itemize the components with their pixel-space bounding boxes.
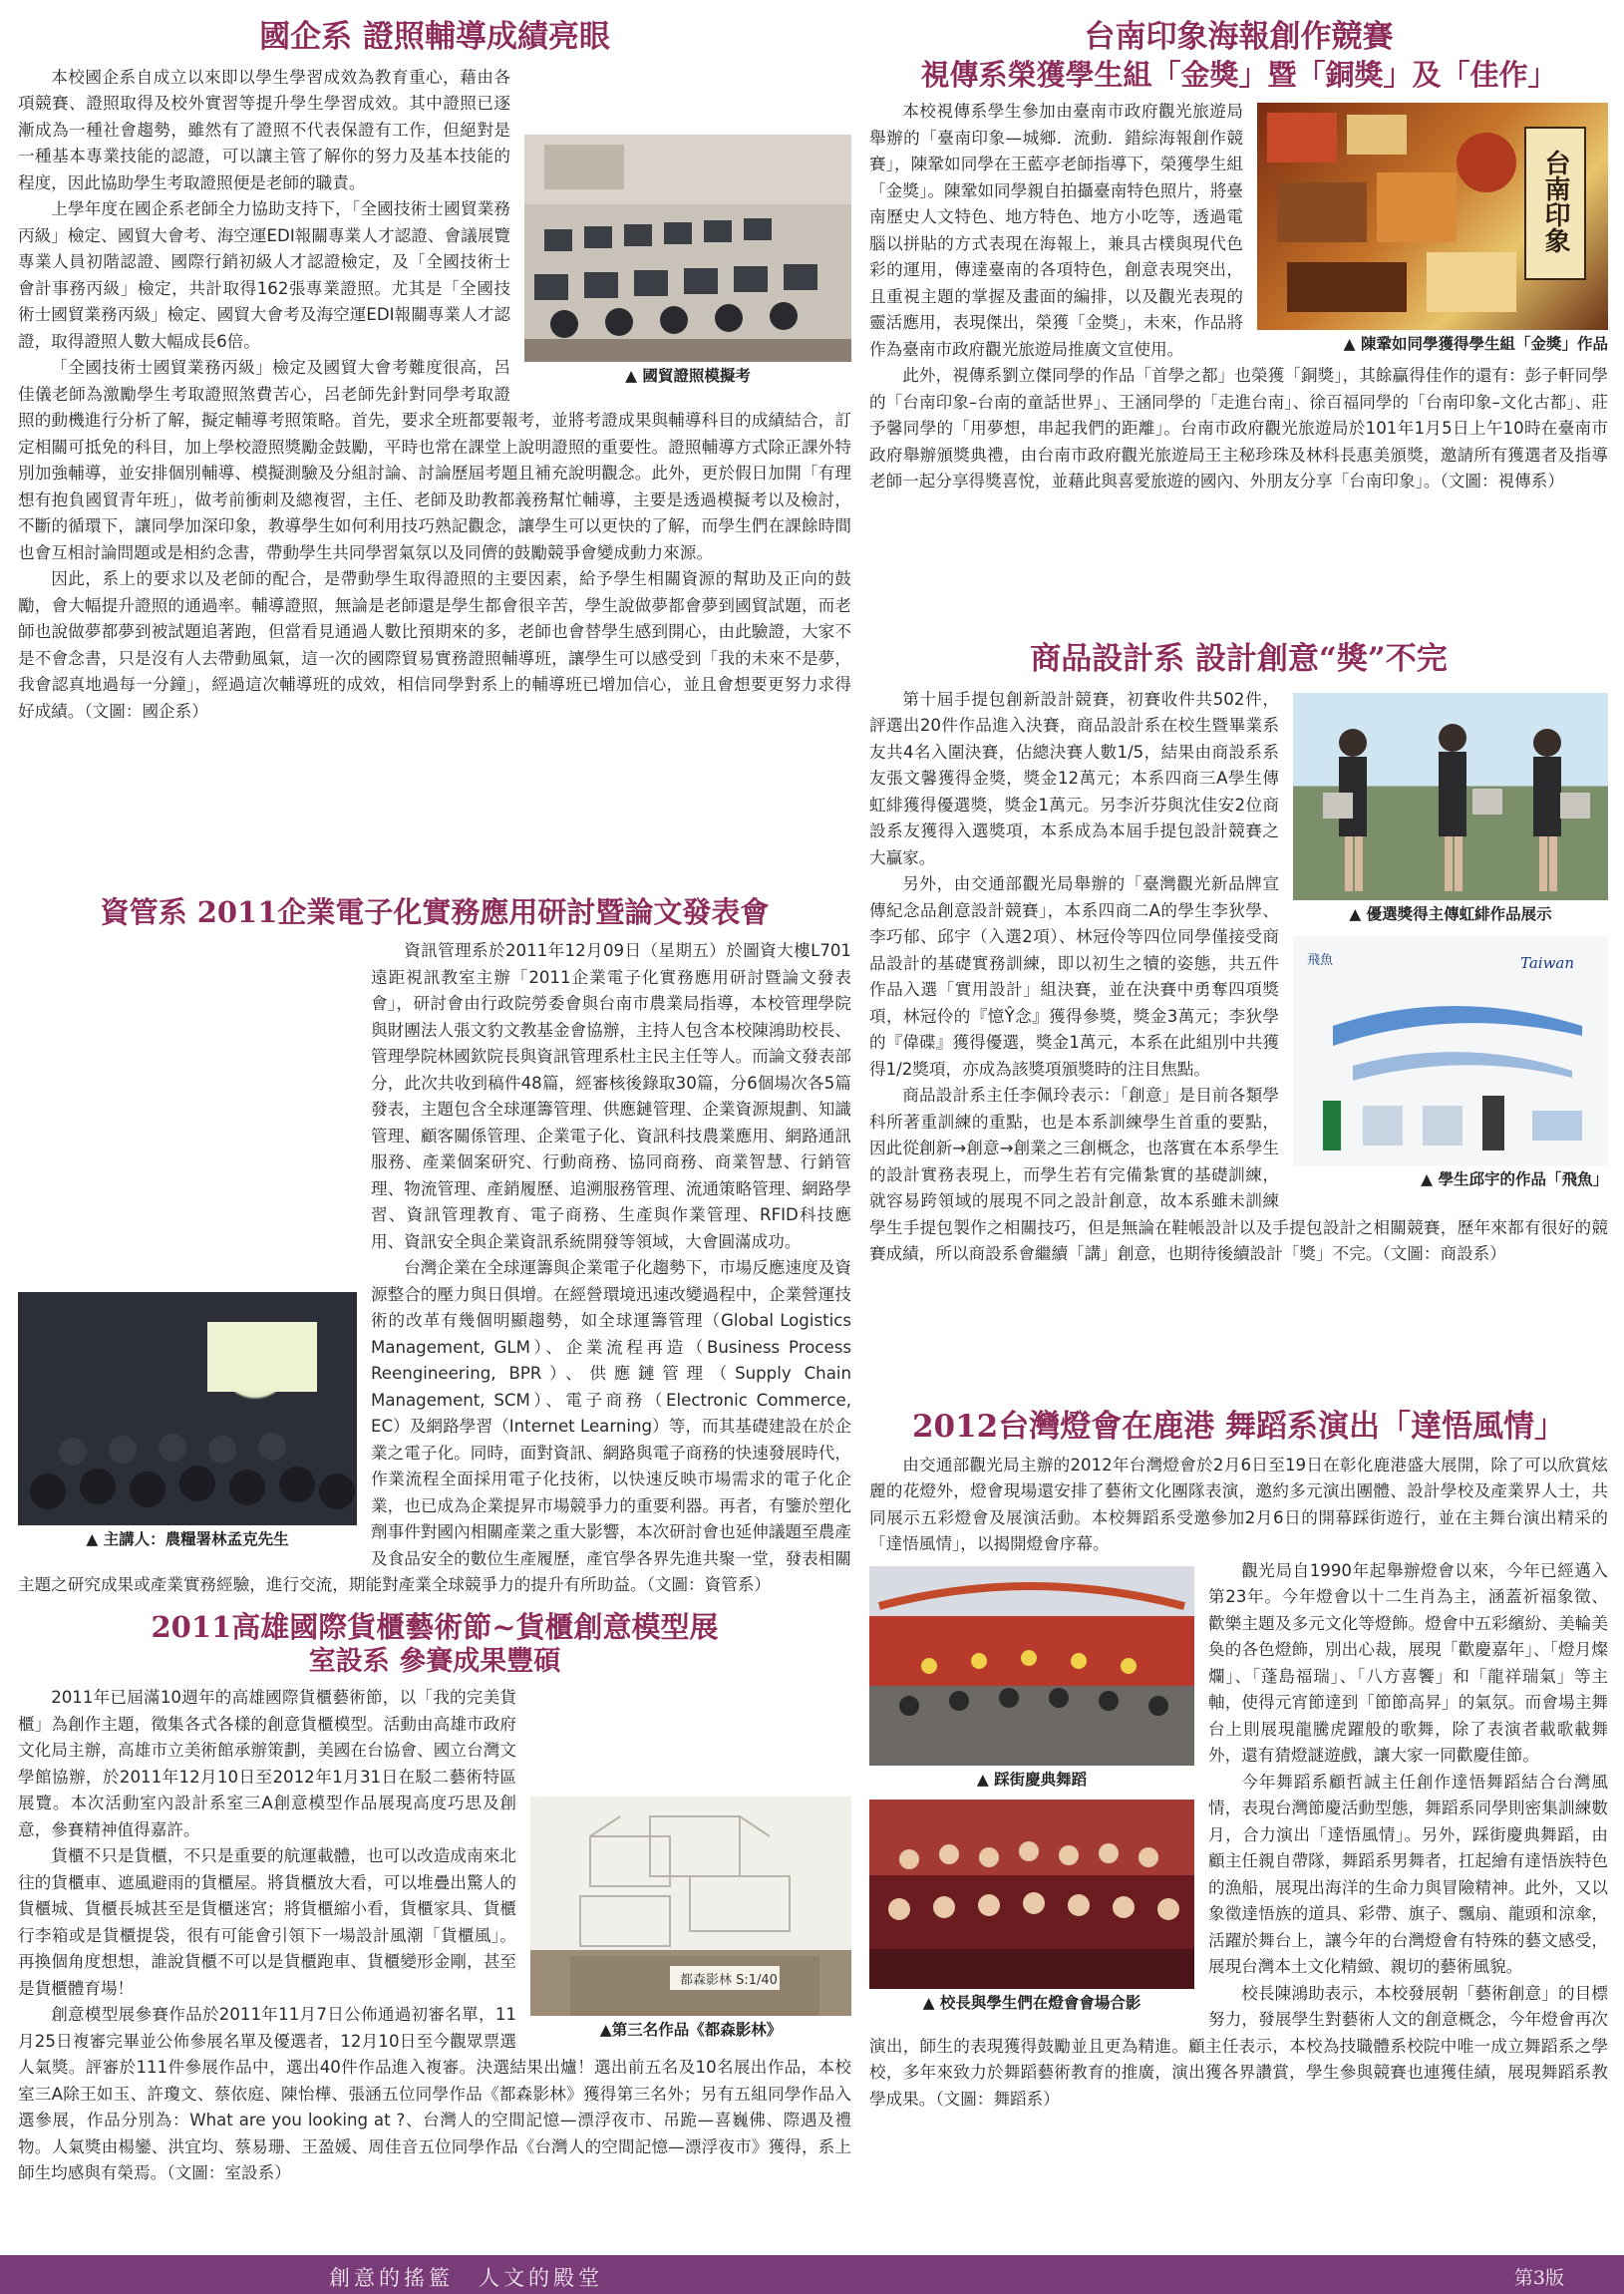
product-label-text: 飛魚	[1307, 952, 1334, 968]
paragraph: 本校國企系自成立以來即以學生學習成效為教育重心，藉由各項競賽、證照取得及校外實習等提升學生學習成效。其中證照已逐漸成為一種社會趨勢，雖然有了證照不代表保證有工作，但絕對是一種基本專業技能的認證，可以讓主管了解你的努力及基本技能的程度，因此協助學生考取證照便是老師的職責。	[18, 67, 510, 192]
paragraph: 台灣企業在全球運籌與企業電子化趨勢下，市場反應速度及資源整合的壓力與日俱增。在經營環境迅速改變過程中，企業營運技術的改革有幾個明顯趨勢，如全球運籌管理（Global Logistics Management, GLM）、企業流程再造（Business Process Reengineering, BPR）、供應鏈管理（Supply Chain Management, SCM）、電子商務（Electronic Commerce, EC）及網路學習（Internet Learning）等，而其基礎建設在於企業之電子化。同時，面對資訊、網路與電子商務的快速發展時代，作業流程全面採用電子化技術，以快速反映市場需求的電子化企業，也已成為企業提昇市場競爭力的重要利器。再者，有鑒於塑化劑事件對國內相關產業之重大影響，本次研討會也延伸議題至農產及食品安全的數位生產履歷，產官學各界先進共聚一堂，發表相關主題之研究成果或產業實務經驗，進行交流，期能對產業全球競爭力的提升有所助益。（文圖：資管系）	[18, 1258, 851, 1595]
article-title: 商品設計系 設計創意“獎”不完	[1030, 641, 1448, 677]
photo-block	[530, 1797, 851, 2040]
photo-caption: ▲ 陳鞏如同學獲得學生組「金獎」作品	[1343, 335, 1608, 353]
models-illustration	[1293, 693, 1608, 900]
handbag-models-photo	[1293, 693, 1608, 900]
exam-room-photo	[524, 135, 851, 362]
article-title: 台南印象海報創作競賽	[1084, 19, 1394, 55]
paragraph: 因此，系上的要求以及老師的配合，是帶動學生取得證照的主要因素，給予學生相關資源的幫助及正向的鼓勵，會大幅提升證照的通過率。輔導證照，無論是老師還是學生都會很辛苦，學生說做夢都會夢到國貿試題，而老師也說做夢都夢到被試題追著跑，但當看見通過人數比預期來的多，老師也會替學生感到開心，由此驗證，大家不是不會念書，只是沒有人去帶動風氣，這一次的國際貿易實務證照輔導班，讓學生可以感受到「我的未來不是夢，我會認真地過每一分鐘」，經過這次輔導班的成效，相信同學對系上的輔導班已增加信心，並且會想要更努力求得好成績。（文圖：國企系）	[18, 569, 851, 721]
seminar-photo	[18, 1292, 357, 1525]
group-illustration	[869, 1800, 1194, 1989]
paragraph: 觀光局自1990年起舉辦燈會以來，今年已經邁入第23年。今年燈會以十二生肖為主，涵蓋祈福象徵、歡樂主題及多元文化等燈飾。燈會中五彩繽紛、美輪美奐的各色燈飾，別出心裁，展現「歡慶嘉年」、「燈月燦爛」、「蓬島福瑞」、「八方喜饗」和「龍祥瑞氣」等主軸，使得元宵節達到「節節高昇」的氣氛。而會場主舞台上則展現龍騰虎躍般的歌舞，除了表演者載歌載舞外，還有猜燈謎遊戲，讓大家一同歡慶佳節。	[1208, 1560, 1608, 1766]
article-title: 2012台灣燈會在鹿港 舞蹈系演出「達悟風情」	[911, 1409, 1566, 1445]
model-illustration	[530, 1797, 851, 2016]
parade-illustration	[869, 1566, 1194, 1766]
photo-caption: ▲第三名作品《都森影林》	[599, 2021, 783, 2039]
paragraph: 上學年度在國企系老師全力協助支持下，「全國技術士國貿業務丙級」檢定、國貿大會考、海空運EDI報關專業人才認證、會議展覽專業人員初階認證、國際行銷初級人才認證檢定，及「全國技術士會計事務丙級」檢定，共計取得162張專業證照。尤其是「全國技術士國貿業務丙級」檢定、國貿大會考及海空運EDI報關專業人才認證，取得證照人數大幅成長6倍。	[18, 199, 510, 351]
footer-motto: 創意的搖籃 人文的殿堂	[329, 2266, 603, 2290]
article-info-mgmt	[18, 894, 851, 1599]
photo-block	[18, 1292, 357, 1549]
paragraph: 資訊管理系於2011年12月09日（星期五）於圖資大樓L701遠距視訊教室主辦「2011企業電子化實務應用研討暨論文發表會」，研討會由行政院勞委會與台南市農業局指導，本校管理學院與財團法人張文豹文教基金會協辦，主持人包含本校陳鴻助校長、管理學院林國欽院長與資訊管理系杜主民主任等人。而論文發表部分，此次共收到稿件48篇，經審核後錄取30篇，分6個場次各5篇發表，主題包含全球運籌管理、供應鏈管理、企業資源規劃、知識管理、顧客關係管理、企業電子化、資訊科技農業應用、網路通訊服務、產業個案研究、行動商務、協同商務、商業智慧、行銷管理、物流管理、產銷履歷、追溯服務管理、流通策略管理、網路學習、資訊管理教育、電子商務、生產與作業管理、RFID科技應用、資訊安全與企業資訊系統開發等領域，大會圓滿成功。	[371, 941, 851, 1251]
seminar-illustration	[18, 1292, 357, 1525]
poster-title-block	[1524, 127, 1586, 280]
article-title: 資管系 2011企業電子化實務應用研討暨論文發表會	[100, 895, 770, 929]
model-sign-text: 都森影林 S:1/40	[680, 1973, 778, 1988]
photo-caption: ▲ 踩街慶典舞蹈	[976, 1770, 1088, 1789]
group-photo	[869, 1800, 1194, 1989]
paragraph: 2011年已屆滿10週年的高雄國際貨櫃藝術節，以「我的完美貨櫃」為創作主題，徵集各式各樣的創意貨櫃模型。活動由高雄市政府文化局主辦，高雄市立美術館承辦策劃，美國在台協會、國立台灣文學館協辦，於2011年12月10日至2012年1月31日在駁二藝術特區展覽。本次活動室內設計系室三A創意模型作品展現高度巧思及創意，參賽精神值得嘉許。	[18, 1688, 516, 1839]
article-poster-contest	[869, 18, 1608, 495]
photo-block	[1293, 693, 1608, 1189]
article-lantern-festival	[869, 1408, 1608, 2113]
article-product-design	[869, 640, 1608, 1268]
photo-block	[1257, 103, 1608, 354]
product-illustration	[1293, 936, 1608, 1165]
page-number: 第3版	[1513, 2267, 1564, 2289]
paragraph: 第十屆手提包創新設計競賽，初賽收件共502件，評選出20件作品進入決賽，商品設計系在校生暨畢業系友共4名入圍決賽，佔總決賽人數1/5，結果由商設系系友張文馨獲得金獎，獎金12萬元；本系四商三A學生傳虹緋獲得優選獎，獎金1萬元。另李沂芬與沈佳安2位商設系友獲得入選獎項，本系成為本屆手提包設計競賽之大贏家。	[869, 689, 1279, 867]
poster-photo	[1257, 103, 1608, 330]
photo-caption: ▲ 學生邱宇的作品「飛魚」	[1421, 1169, 1608, 1188]
paragraph: 此外，視傳系劉立傑同學的作品「首學之都」也榮獲「銅獎」，其餘贏得佳作的還有：彭子軒同學的「台南印象–台南的童話世界」、王涵同學的「走進台南」、徐百福同學的「台南印象–文化古都」、莊予馨同學的「用夢想，串起我們的距離」。台南市政府觀光旅遊局於101年1月5日上午10時在臺南市政府舉辦頒獎典禮，由台南市政府觀光旅遊局王主秘珍珠及林科長惠美頒獎，邀請所有獲選者及指導老師一起分享得獎喜悅，並藉此與喜愛旅遊的國內、外朋友分享「台南印象」。（文圖：視傳系）	[869, 366, 1608, 491]
paragraph: 創意模型展參賽作品於2011年11月7日公佈通過初審名單，11月25日複審完畢並公佈參展名單及優選者，12月10日至今觀眾票選人氣獎。評審於111件參展作品中，選出40件作品進入複審。決選結果出爐！選出前五名及10名展出作品，本校室三A除王如玉、許瓊文、蔡依庭、陳怡樺、張涵五位同學作品《都森影林》獲得第三名外；另有五組同學作品入選參展，作品分別為：What are you looking at ?、台灣人的空間記憶—漂浮夜市、吊跪—喜巍佛、際遇及禮物。人氣獎由楊鑾、洪宜均、蔡易珊、王盈媛、周佳音五位同學作品《台灣人的空間記憶—漂浮夜市》獲得，系上師生均感與有榮焉。（文圖：室設系）	[18, 2005, 851, 2182]
page-footer	[0, 2255, 1624, 2294]
parade-photo	[869, 1566, 1194, 1766]
photo-block	[524, 135, 851, 386]
paragraph: 由交通部觀光局主辦的2012年台灣燈會於2月6日至19日在彰化鹿港盛大展開，除了可以欣賞炫麗的花燈外，燈會現場還安排了藝術文化團隊表演，邀約多元演出團體、設計學校及產業界人士，共同展示五彩燈會及展演活動。本校舞蹈系受邀參加2月6日的開幕踩街遊行，並在主舞台演出精采的「達悟風情」，以揭開燈會序幕。	[869, 1455, 1608, 1554]
photo-block	[869, 1566, 1194, 2013]
article-subtitle: 室設系 參賽成果豐碩	[308, 1646, 561, 1678]
photo-caption: ▲ 優選獎得主傳虹緋作品展示	[1349, 904, 1552, 923]
container-model-photo	[530, 1797, 851, 2016]
photo-caption: ▲ 主講人：農糧署林孟克先生	[86, 1530, 289, 1549]
article-intl-trade	[18, 18, 851, 725]
article-title: 2011高雄國際貨櫃藝術節~貨櫃創意模型展	[151, 1610, 719, 1644]
paragraph: 貨櫃不只是貨櫃，不只是重要的航運載體，也可以改造成南來北往的貨櫃車、遮風避雨的貨櫃屋。將貨櫃放大看，可以堆疊出驚人的貨櫃城、貨櫃長城甚至是貨櫃迷宮；將貨櫃縮小看，貨櫃家具、貨櫃行李箱或是貨櫃提袋，很有可能會引領下一場設計風潮「貨櫃風」。再換個角度想想，誰說貨櫃不可以是貨櫃跑車、貨櫃變形金剛，甚至是貨櫃體育場！	[18, 1846, 516, 1998]
paragraph: 「全國技術士國貿業務丙級」檢定及國貿大會考難度很高，呂佳儀老師為激勵學生考取證照煞費苦心，呂老師先針對同學考取證照的動機進行分析了解，擬定輔導考照策略。首先，要求全班都要報考，並將考證成果與輔導科目的成績結合，訂定相關可抵免的科目，加上學校證照獎勵金鼓勵，平時也常在課堂上說明證照的重要性。證照輔導方式除正課外特別加強輔導，並安排個別輔導、模擬測驗及分組討論、討論歷屆考題且補充說明觀念。此外，更於假日加開「有理想有抱負國貿青年班」，做考前衝刺及總複習，主任、老師及助教都義務幫忙輔導，主要是透過模擬考以及檢討，不斷的循環下，讓同學加深印象，教導學生如何利用技巧熟記觀念，讓學生可以更快的了解，而學生們在課餘時間也會互相討論問題或是相約念書，帶動學生共同學習氣氛以及同儕的鼓勵競爭會變成動力來源。	[18, 358, 851, 562]
paragraph: 本校視傳系學生參加由臺南市政府觀光旅遊局舉辦的「臺南印象—城鄉．流動．錯綜海報創作競賽」，陳鞏如同學在王藍亭老師指導下，榮獲學生組「金獎」。陳鞏如同學親自拍攝臺南特色照片，將臺南歷史人文特色、地方特色、地方小吃等，透過電腦以拼貼的方式表現在海報上，兼具古樸與現代色彩的運用，傳達臺南的各項特色，創意表現突出，且重視主題的掌握及畫面的編排，以及觀光表現的靈活應用，表現傑出，榮獲「金獎」，未來，作品將作為臺南市政府觀光旅遊局推廣文宣使用。	[869, 102, 1243, 359]
computer-lab-illustration	[524, 135, 851, 362]
paragraph: 今年舞蹈系顧哲誠主任創作達悟舞蹈結合台灣風情，表現台灣節慶活動型態，舞蹈系同學則密集訓練數月，合力演出「達悟風情」。另外，踩街慶典舞蹈，由顧主任親自帶隊，舞蹈系男舞者，扛起繪有達悟族特色的漁船，展現出海洋的生命力與冒險精神。此外，又以象徵達悟族的道具、彩帶、旗子、飄扇、龍頭和涼傘，活躍於舞台上，讓今年的台灣燈會有特殊的藝文感受，展現台灣本土文化精緻、親切的藝術風貌。	[1208, 1772, 1608, 1977]
poster-title-text: 台南印象	[1540, 150, 1570, 253]
flying-fish-product-photo	[1293, 936, 1608, 1165]
photo-caption: ▲ 校長與學生們在燈會會場合影	[922, 1993, 1141, 2012]
article-interior	[18, 1609, 851, 2187]
photo-caption: ▲ 國貿證照模擬考	[625, 366, 751, 385]
paragraph: 商品設計系主任李佩玲表示：「創意」是目前各類學科所著重訓練的重點，也是本系訓練學生首重的要點，因此從創新→創意→創業之三創概念，也落實在本系學生的設計實務表現上，而學生若有完備紮實的基礎訓練，就容易跨領域的展現不同之設計創意，故本系雖未訓練學生手提包製作之相關技巧，但是無論在鞋帳設計以及手提包設計之相關競賽，歷年來都有很好的競賽成績，所以商設系會繼續「講」創意，也期待後續設計「獎」不完。（文圖：商設系）	[869, 1086, 1608, 1264]
paragraph: 校長陳鴻助表示，本校發展朝「藝術創意」的目標努力，發展學生對藝術人文的創意概念，今年燈會再次演出，師生的表現獲得鼓勵並且更為精進。顧主任表示，本校為技職體系校院中唯一成立舞蹈系之學校，多年來致力於舞蹈藝術教育的推廣，演出獲各界讚賞，學生參與競賽也連獲佳績，展現舞蹈系教學成果。（文圖：舞蹈系）	[869, 1983, 1608, 2109]
paragraph: 另外，由交通部觀光局舉辦的「臺灣觀光新品牌宣傳紀念品創意設計競賽」，本系四商二A的學生李狄學、李巧郁、邱宇（入選2項）、林冠伶等四位同學僅接受商品設計的基礎實務訓練，即以初生之犢的姿態，共五件作品入選「實用設計」組決賽，並在決賽中勇奪四項獎項，林冠伶的『憶Ŷ念』獲得參獎，獎金3萬元；李狄學的『偉碟』獲得優選，獎金1萬元，本系在此組別中共獲得1/2獎項，亦成為該獎項頒獎時的注目焦點。	[869, 874, 1279, 1079]
article-title: 國企系 證照輔導成績亮眼	[259, 19, 610, 55]
product-brand-text: Taiwan	[1520, 953, 1575, 972]
article-subtitle: 視傳系榮獲學生組「金獎」暨「銅獎」及「佳作」	[920, 57, 1557, 92]
